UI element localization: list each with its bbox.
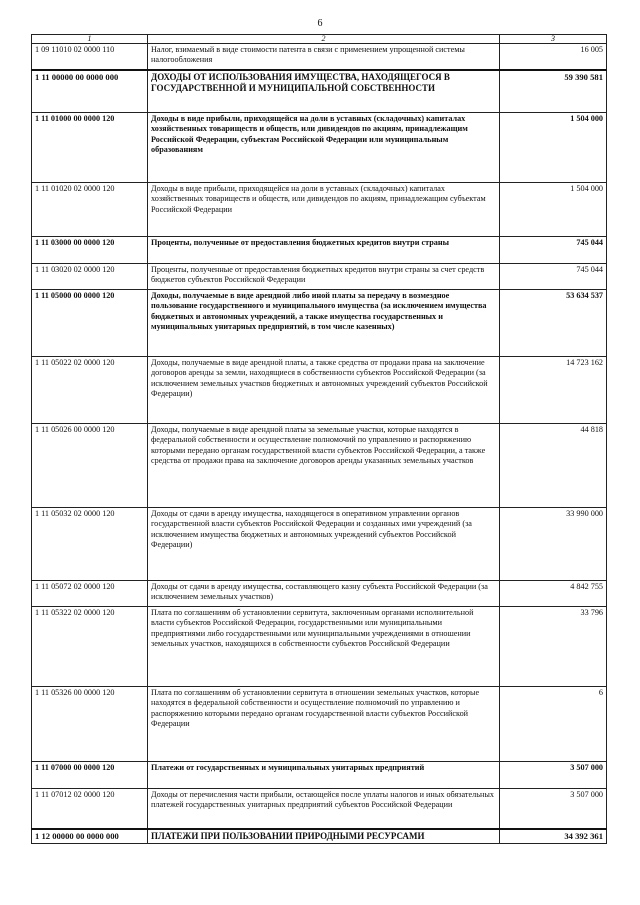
table-row [32, 508, 607, 581]
row-name-cell: Доходы от перечисления части прибыли, остающейся после уплаты налогов и иных обязательных платежей государственных унитарных предприятий субъектов Российской Федерации [148, 789, 500, 829]
row-amount-cell: 1 504 000 [500, 113, 607, 183]
row-amount-cell: 53 634 537 [500, 290, 607, 357]
page-number: 6 [317, 18, 323, 29]
row-code-cell: 1 11 05022 02 0000 120 [32, 357, 148, 424]
row-amount-cell: 745 044 [500, 237, 607, 264]
table-row [32, 290, 607, 357]
row-name-cell: Доходы, получаемые в виде арендной платы, а также средства от продажи права на заключение договоров аренды за земли, находящиеся в собственности субъектов Российской Федерации (за исключением земельных участков бюджетных и автономных учреждений субъектов Российской Федерации) [148, 357, 500, 424]
row-code-cell: 1 12 00000 00 0000 000 [32, 829, 148, 844]
table-row [32, 44, 607, 70]
row-name-cell: Доходы в виде прибыли, приходящейся на доли в уставных (складочных) капиталах хозяйственных товариществ и обществ, или дивидендов по акциям, принадлежащим субъектам Российской Федерации [148, 183, 500, 237]
row-amount-cell: 1 504 000 [500, 183, 607, 237]
row-code-cell: 1 11 05032 02 0000 120 [32, 508, 148, 581]
table-header-row [32, 35, 607, 44]
table-row [32, 113, 607, 183]
row-code-cell: 1 11 07000 00 0000 120 [32, 762, 148, 789]
row-code-cell: 1 11 05322 02 0000 120 [32, 607, 148, 687]
row-name-cell: Доходы, получаемые в виде арендной либо иной платы за передачу в возмездное пользование государственного и муниципального имущества (за исключением имущества бюджетных и автономных учреждений, а также имущества государственных и муниципальных унитарных предприятий, в том числе казенных) [148, 290, 500, 357]
table-row [32, 687, 607, 762]
row-amount-cell: 34 392 361 [500, 829, 607, 844]
row-code-cell: 1 11 05026 00 0000 120 [32, 424, 148, 508]
row-name-cell: ПЛАТЕЖИ ПРИ ПОЛЬЗОВАНИИ ПРИРОДНЫМИ РЕСУРСАМИ [148, 829, 500, 844]
row-name-cell: Плата по соглашениям об установлении сервитута в отношении земельных участков, которые находятся в федеральной собственности и осуществление полномочий по управлению и распоряжению которыми передано органам государственной власти субъектов Российской Федерации [148, 687, 500, 762]
row-amount-cell: 33 990 000 [500, 508, 607, 581]
row-code-cell: 1 11 01020 02 0000 120 [32, 183, 148, 237]
row-name-cell: Налог, взимаемый в виде стоимости патента в связи с применением упрощенной системы налогообложения [148, 44, 500, 70]
row-name-cell: Доходы от сдачи в аренду имущества, находящегося в оперативном управлении органов государственной власти субъектов Российской Федерации и созданных ими учреждений (за исключением имущества бюджетных и автономных учреждений субъектов Российской Федерации) [148, 508, 500, 581]
row-name-cell: Плата по соглашениям об установлении сервитута, заключенным органами исполнительной власти субъектов Российской Федерации, государственными или муниципальными предприятиями либо государственными или муниципальными учреждениями в отношении земельных участков, находящихся в собственности субъектов Российской Федерации [148, 607, 500, 687]
column-header-amount: 3 [500, 35, 607, 44]
table-row [32, 237, 607, 264]
row-amount-cell: 745 044 [500, 264, 607, 290]
row-code-cell: 1 11 03020 02 0000 120 [32, 264, 148, 290]
column-header-code: 1 [32, 35, 148, 44]
row-name-cell: Проценты, полученные от предоставления бюджетных кредитов внутри страны за счет средств бюджетов субъектов Российской Федерации [148, 264, 500, 290]
table-row [32, 762, 607, 789]
table-row [32, 70, 607, 113]
row-amount-cell: 3 507 000 [500, 762, 607, 789]
table-row [32, 264, 607, 290]
row-name-cell: ДОХОДЫ ОТ ИСПОЛЬЗОВАНИЯ ИМУЩЕСТВА, НАХОДЯЩЕГОСЯ В ГОСУДАРСТВЕННОЙ И МУНИЦИПАЛЬНОЙ СОБСТВЕННОСТИ [148, 70, 500, 113]
row-amount-cell: 16 005 [500, 44, 607, 70]
revenue-table [31, 34, 607, 844]
row-code-cell: 1 09 11010 02 0000 110 [32, 44, 148, 70]
row-code-cell: 1 11 05326 00 0000 120 [32, 687, 148, 762]
row-code-cell: 1 11 03000 00 0000 120 [32, 237, 148, 264]
table-row [32, 829, 607, 844]
row-amount-cell: 4 842 755 [500, 581, 607, 607]
row-amount-cell: 3 507 000 [500, 789, 607, 829]
column-header-name: 2 [148, 35, 500, 44]
row-name-cell: Доходы от сдачи в аренду имущества, составляющего казну субъекта Российской Федерации (за исключением земельных участков) [148, 581, 500, 607]
table-body [32, 35, 607, 844]
table-row [32, 357, 607, 424]
table-row [32, 607, 607, 687]
row-code-cell: 1 11 07012 02 0000 120 [32, 789, 148, 829]
row-name-cell: Доходы, получаемые в виде арендной платы за земельные участки, которые находятся в федеральной собственности и осуществление полномочий по управлению и распоряжению которыми передано органам государственной власти субъектов Российской Федерации, а также средства от продажи права на заключение договоров аренды указанных земельных участков [148, 424, 500, 508]
table-row [32, 183, 607, 237]
row-amount-cell: 14 723 162 [500, 357, 607, 424]
table-row [32, 424, 607, 508]
row-name-cell: Доходы в виде прибыли, приходящейся на доли в уставных (складочных) капиталах хозяйственных товариществ и обществ, или дивидендов по акциям, принадлежащим Российской Федерации, субъектам Российской Федерации или муниципальным образованиям [148, 113, 500, 183]
row-name-cell: Платежи от государственных и муниципальных унитарных предприятий [148, 762, 500, 789]
row-amount-cell: 59 390 581 [500, 70, 607, 113]
table-row [32, 581, 607, 607]
table-row [32, 789, 607, 829]
row-name-cell: Проценты, полученные от предоставления бюджетных кредитов внутри страны [148, 237, 500, 264]
row-amount-cell: 33 796 [500, 607, 607, 687]
row-code-cell: 1 11 00000 00 0000 000 [32, 70, 148, 113]
row-amount-cell: 6 [500, 687, 607, 762]
row-code-cell: 1 11 05000 00 0000 120 [32, 290, 148, 357]
row-code-cell: 1 11 05072 02 0000 120 [32, 581, 148, 607]
row-amount-cell: 44 818 [500, 424, 607, 508]
row-code-cell: 1 11 01000 00 0000 120 [32, 113, 148, 183]
